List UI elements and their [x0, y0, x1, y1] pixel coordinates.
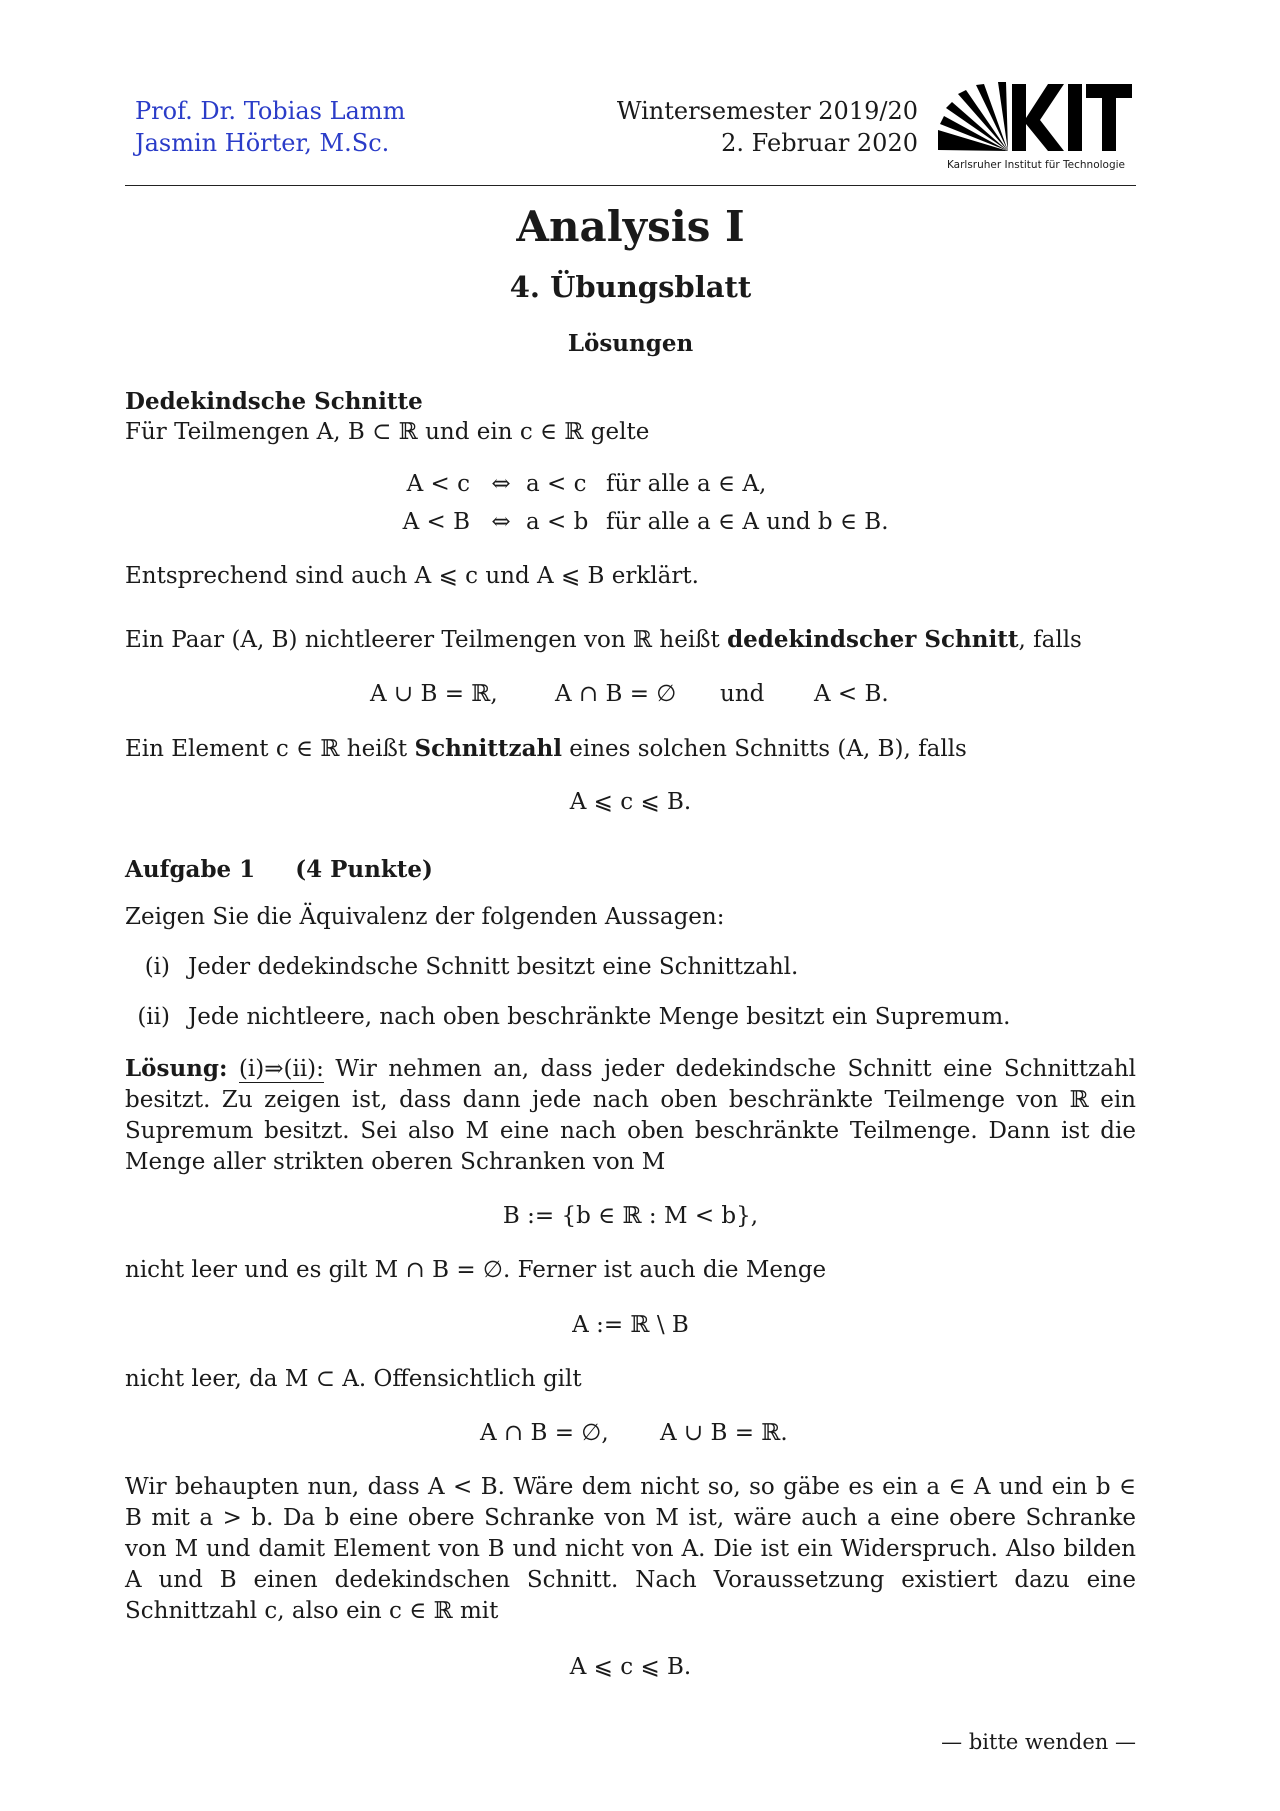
header-rule	[125, 185, 1136, 186]
pair-definition	[125, 624, 1136, 656]
section-intro: Für Teilmengen A, B ⊂ ℝ und ein c ∈ ℝ gelte	[125, 419, 650, 445]
solution-eq-1: B := {b ∈ ℝ : M < b},	[502, 1203, 759, 1229]
pair-term: dedekindscher Schnitt	[727, 626, 1019, 653]
author-1: Prof. Dr. Tobias Lamm	[135, 97, 406, 125]
solution-p2: nicht leer und es gilt M ∩ B = ∅. Ferner ist auch die Menge	[125, 1257, 827, 1283]
def-row-2-lhs: A < B	[402, 509, 470, 535]
solution-direction: (i)⇒(ii):	[238, 1056, 324, 1082]
date: 2. Februar 2020	[721, 129, 918, 157]
task-title: Aufgabe 1	[125, 856, 256, 883]
task-item-2-text: Jede nichtleere, nach oben beschränkte Menge besitzt ein Supremum.	[188, 1004, 1011, 1030]
def-row-1-lhs: A < c	[406, 471, 470, 497]
semester-info	[520, 95, 918, 159]
task-item-2-num: (ii)	[137, 1004, 170, 1030]
document-title: Analysis I	[516, 202, 745, 251]
solution-p4: Wir behaupten nun, dass A < B. Wäre dem nicht so, so gäbe es ein a ∈ A und ein b ∈ B mit a > b. Da b eine obere Schranke von M ist, wäre auch a eine obere Schranke von M und damit Element von B und nicht von A. Die ist ein Widerspruch. Also bilden A und B einen dedekindschen Schnitt. Nach Voraussetzung existiert dazu eine Schnittzahl c, also ein c ∈ ℝ mit	[125, 1474, 1136, 1624]
task-heading	[125, 854, 1136, 885]
solution-p1: Wir nehmen an, dass jeder dedekindsche Schnitt eine Schnittzahl besitzt. Zu zeigen ist, dass dann jede nach oben beschränkte Teilmenge von ℝ ein Supremum besitzt. Sei also M eine nach oben beschränkte Teilmenge. Dann ist die Menge aller strikten oberen Schranken von M	[125, 1056, 1136, 1175]
solution-eq-4: A ⩽ c ⩽ B.	[569, 1654, 692, 1680]
def-row-2-rhs: a < b	[526, 509, 589, 535]
def-row-2-iff: ⇔	[491, 509, 511, 535]
task-prompt: Zeigen Sie die Äquivalenz der folgenden Aussagen:	[125, 904, 725, 930]
task-item-1-num: (i)	[144, 954, 170, 980]
solutions-label: Lösungen	[567, 330, 694, 357]
pair-cond-union: A ∪ B = ℝ,	[370, 681, 498, 707]
element-text-after: eines solchen Schnitts (A, B), falls	[569, 736, 967, 762]
solution-eq-3b: A ∪ B = ℝ.	[660, 1420, 788, 1446]
def-row-1-rhs: a < c	[526, 471, 587, 497]
solution-p3: nicht leer, da M ⊂ A. Offensichtlich gilt	[125, 1366, 582, 1392]
kit-logo-subtitle: Karlsruher Institut für Technologie	[946, 159, 1126, 171]
solution-eq-3a: A ∩ B = ∅,	[480, 1420, 609, 1446]
sheet-subtitle: 4. Übungsblatt	[509, 270, 752, 304]
element-condition: A ⩽ c ⩽ B.	[569, 789, 692, 815]
pair-cond-less: A < B.	[814, 681, 889, 707]
task-points: (4 Punkte)	[295, 856, 433, 883]
pair-cond-and: und	[720, 681, 765, 707]
kit-logo	[936, 80, 1136, 180]
accordingly-text: Entsprechend sind auch A ⩽ c und A ⩽ B erklärt.	[125, 563, 699, 589]
solution-eq-2: A := ℝ \ B	[572, 1312, 689, 1338]
element-term: Schnittzahl	[414, 735, 562, 762]
element-definition	[125, 733, 1136, 765]
solution-paragraph-1	[125, 1053, 1136, 1178]
semester: Wintersemester 2019/20	[616, 97, 918, 125]
author-2: Jasmin Hörter, M.Sc.	[135, 129, 390, 157]
section-heading: Dedekindsche Schnitte	[125, 388, 423, 415]
pair-cond-intersection: A ∩ B = ∅	[555, 681, 677, 707]
authors	[135, 95, 405, 159]
pair-text-after: , falls	[1018, 627, 1082, 653]
footer-turn-page: — bitte wenden —	[941, 1730, 1136, 1754]
pair-text-before: Ein Paar (A, B) nichtleerer Teilmengen von ℝ heißt	[125, 627, 720, 653]
element-text-before: Ein Element c ∈ ℝ heißt	[125, 736, 408, 762]
def-row-2-cond: für alle a ∈ A und b ∈ B.	[606, 509, 889, 535]
solution-label: Lösung:	[125, 1055, 228, 1082]
def-row-1-cond: für alle a ∈ A,	[606, 471, 767, 497]
task-item-1-text: Jeder dedekindsche Schnitt besitzt eine Schnittzahl.	[188, 954, 799, 980]
def-row-1-iff: ⇔	[491, 471, 511, 497]
